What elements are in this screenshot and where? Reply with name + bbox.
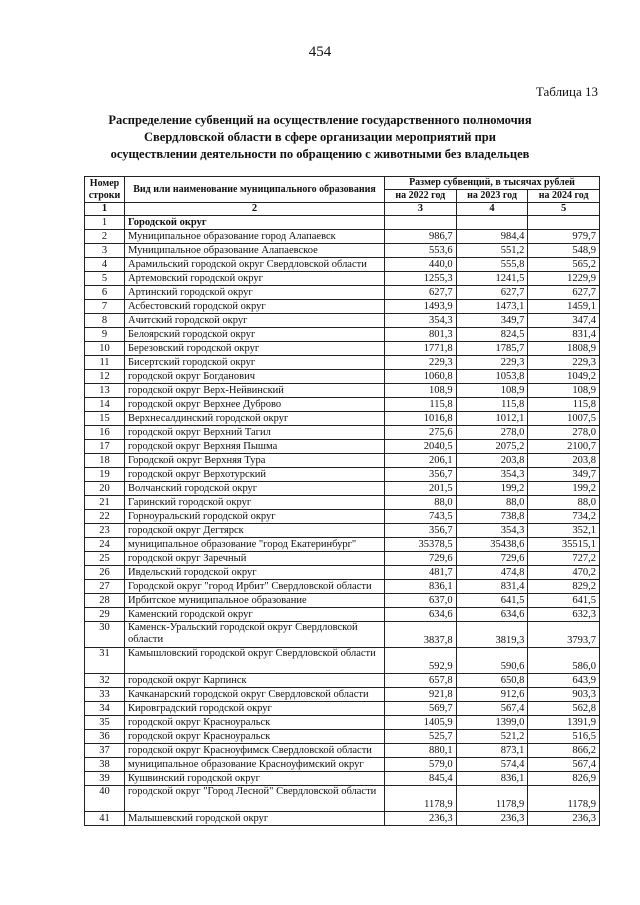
municipality-name-cell: Муниципальное образование город Алапаевск: [125, 230, 385, 244]
column-index: 1: [85, 203, 125, 216]
row-number-cell: 12: [85, 370, 125, 384]
municipality-name-cell: городской округ Красноуфимск Свердловской области: [125, 744, 385, 758]
municipality-name-cell: городской округ Верхнее Дуброво: [125, 398, 385, 412]
table-row: [85, 622, 600, 648]
value-2022-cell: 743,5: [385, 510, 457, 524]
row-number-cell: 16: [85, 426, 125, 440]
municipality-name-cell: городской округ "Город Лесной" Свердловской области: [125, 786, 385, 812]
row-number-cell: 15: [85, 412, 125, 426]
table-row: [85, 566, 600, 580]
value-2024-cell: 2100,7: [528, 440, 600, 454]
row-number-cell: 31: [85, 648, 125, 674]
row-number-cell: 10: [85, 342, 125, 356]
value-2022-cell: 729,6: [385, 552, 457, 566]
table-row: [85, 216, 600, 230]
table-row: [85, 258, 600, 272]
table-row: [85, 482, 600, 496]
table-row: [85, 244, 600, 258]
value-2022-cell: 1016,8: [385, 412, 457, 426]
municipality-name-cell: муниципальное образование Красноуфимский округ: [125, 758, 385, 772]
value-2023-cell: 88,0: [456, 496, 528, 510]
value-2024-cell: 35515,1: [528, 538, 600, 552]
value-2023-cell: 738,8: [456, 510, 528, 524]
municipality-name-cell: Ивдельский городской округ: [125, 566, 385, 580]
value-2024-cell: 632,3: [528, 608, 600, 622]
value-2022-cell: 3837,8: [385, 622, 457, 648]
value-2022-cell: 657,8: [385, 674, 457, 688]
value-2023-cell: 1178,9: [456, 786, 528, 812]
value-2023-cell: 2075,2: [456, 440, 528, 454]
value-2024-cell: 1391,9: [528, 716, 600, 730]
table-row: [85, 772, 600, 786]
document-title: Распределение субвенций на осуществление государственного полномочия Свердловской области в сфере организации мероприятий при осуществлении деятельности по обращению с животными без владельцев: [108, 113, 532, 161]
value-2024-cell: 3793,7: [528, 622, 600, 648]
value-2023-cell: 836,1: [456, 772, 528, 786]
value-2023-cell: 824,5: [456, 328, 528, 342]
value-2023-cell: 590,6: [456, 648, 528, 674]
value-2022-cell: 845,4: [385, 772, 457, 786]
table-row: [85, 580, 600, 594]
subsidy-table: [84, 176, 600, 826]
municipality-name-cell: Кушвинский городской округ: [125, 772, 385, 786]
municipality-name-cell: Березовский городской округ: [125, 342, 385, 356]
row-number-cell: 30: [85, 622, 125, 648]
header-year-2023: на 2023 год: [456, 190, 528, 203]
table-row: [85, 412, 600, 426]
value-2023-cell: 641,5: [456, 594, 528, 608]
value-2022-cell: 229,3: [385, 356, 457, 370]
value-2023-cell: [456, 216, 528, 230]
value-2024-cell: 548,9: [528, 244, 600, 258]
value-2024-cell: 567,4: [528, 758, 600, 772]
value-2023-cell: 229,3: [456, 356, 528, 370]
municipality-name-cell: Артемовский городской округ: [125, 272, 385, 286]
value-2022-cell: 525,7: [385, 730, 457, 744]
value-2023-cell: 1785,7: [456, 342, 528, 356]
value-2024-cell: 516,5: [528, 730, 600, 744]
municipality-name-cell: Малышевский городской округ: [125, 812, 385, 826]
table-row: [85, 524, 600, 538]
municipality-name-cell: Городской округ "город Ирбит" Свердловской области: [125, 580, 385, 594]
value-2022-cell: 1060,8: [385, 370, 457, 384]
value-2023-cell: 650,8: [456, 674, 528, 688]
municipality-name-cell: муниципальное образование "город Екатеринбург": [125, 538, 385, 552]
value-2024-cell: 349,7: [528, 468, 600, 482]
row-number-cell: 39: [85, 772, 125, 786]
value-2022-cell: 206,1: [385, 454, 457, 468]
municipality-name-cell: городской округ Карпинск: [125, 674, 385, 688]
table-row: [85, 454, 600, 468]
row-number-cell: 38: [85, 758, 125, 772]
value-2023-cell: 984,4: [456, 230, 528, 244]
value-2022-cell: 1771,8: [385, 342, 457, 356]
row-number-cell: 32: [85, 674, 125, 688]
row-number-cell: 8: [85, 314, 125, 328]
table-row: [85, 286, 600, 300]
value-2022-cell: 481,7: [385, 566, 457, 580]
row-number-cell: 22: [85, 510, 125, 524]
value-2023-cell: 1012,1: [456, 412, 528, 426]
value-2024-cell: 1808,9: [528, 342, 600, 356]
value-2024-cell: 829,2: [528, 580, 600, 594]
value-2024-cell: 643,9: [528, 674, 600, 688]
municipality-name-cell: городской округ Заречный: [125, 552, 385, 566]
value-2022-cell: 88,0: [385, 496, 457, 510]
table-row: [85, 398, 600, 412]
value-2024-cell: 470,2: [528, 566, 600, 580]
row-number-cell: 35: [85, 716, 125, 730]
value-2022-cell: 986,7: [385, 230, 457, 244]
header-year-2022: на 2022 год: [385, 190, 457, 203]
row-number-cell: 40: [85, 786, 125, 812]
table-row: [85, 510, 600, 524]
municipality-name-cell: Ирбитское муниципальное образование: [125, 594, 385, 608]
value-2024-cell: 236,3: [528, 812, 600, 826]
value-2023-cell: 873,1: [456, 744, 528, 758]
value-2022-cell: 356,7: [385, 524, 457, 538]
row-number-cell: 18: [85, 454, 125, 468]
row-number-cell: 36: [85, 730, 125, 744]
value-2022-cell: 201,5: [385, 482, 457, 496]
value-2024-cell: 627,7: [528, 286, 600, 300]
value-2024-cell: 831,4: [528, 328, 600, 342]
value-2024-cell: 108,9: [528, 384, 600, 398]
value-2023-cell: 354,3: [456, 468, 528, 482]
row-number-cell: 29: [85, 608, 125, 622]
table-row: [85, 426, 600, 440]
municipality-name-cell: Муниципальное образование Алапаевское: [125, 244, 385, 258]
value-2023-cell: 574,4: [456, 758, 528, 772]
value-2024-cell: 903,3: [528, 688, 600, 702]
row-number-cell: 9: [85, 328, 125, 342]
table-row: [85, 674, 600, 688]
municipality-name-cell: Городской округ Верхняя Тура: [125, 454, 385, 468]
value-2022-cell: 579,0: [385, 758, 457, 772]
municipality-name-cell: Горноуральский городской округ: [125, 510, 385, 524]
row-number-cell: 13: [85, 384, 125, 398]
value-2022-cell: 236,3: [385, 812, 457, 826]
value-2023-cell: 831,4: [456, 580, 528, 594]
value-2023-cell: 1399,0: [456, 716, 528, 730]
value-2024-cell: 1229,9: [528, 272, 600, 286]
municipality-name-cell: городской округ Верх-Нейвинский: [125, 384, 385, 398]
value-2024-cell: 199,2: [528, 482, 600, 496]
municipality-name-cell: Гаринский городской округ: [125, 496, 385, 510]
municipality-name-cell: городской округ Верхотурский: [125, 468, 385, 482]
table-row: [85, 812, 600, 826]
value-2024-cell: 866,2: [528, 744, 600, 758]
municipality-name-cell: Качканарский городской округ Свердловской области: [125, 688, 385, 702]
value-2024-cell: 347,4: [528, 314, 600, 328]
row-number-cell: 28: [85, 594, 125, 608]
table-row: [85, 594, 600, 608]
row-number-cell: 37: [85, 744, 125, 758]
table-row: [85, 744, 600, 758]
value-2024-cell: 1007,5: [528, 412, 600, 426]
row-number-cell: 21: [85, 496, 125, 510]
value-2023-cell: 627,7: [456, 286, 528, 300]
municipality-name-cell: Камышловский городской округ Свердловской области: [125, 648, 385, 674]
table-row: [85, 702, 600, 716]
row-number-cell: 1: [85, 216, 125, 230]
row-number-cell: 2: [85, 230, 125, 244]
value-2023-cell: 1053,8: [456, 370, 528, 384]
value-2022-cell: 275,6: [385, 426, 457, 440]
municipality-name-cell: городской округ Верхний Тагил: [125, 426, 385, 440]
table-row: [85, 786, 600, 812]
value-2022-cell: 2040,5: [385, 440, 457, 454]
column-index: 5: [528, 203, 600, 216]
value-2023-cell: 349,7: [456, 314, 528, 328]
row-number-cell: 25: [85, 552, 125, 566]
value-2024-cell: 586,0: [528, 648, 600, 674]
value-2024-cell: 203,8: [528, 454, 600, 468]
row-number-cell: 17: [85, 440, 125, 454]
table-row: [85, 468, 600, 482]
table-body: [85, 216, 600, 826]
table-label: Таблица 13: [535, 84, 598, 99]
value-2023-cell: 567,4: [456, 702, 528, 716]
value-2022-cell: 880,1: [385, 744, 457, 758]
value-2022-cell: 440,0: [385, 258, 457, 272]
value-2024-cell: [528, 216, 600, 230]
municipality-name-cell: Асбестовский городской округ: [125, 300, 385, 314]
row-number-cell: 5: [85, 272, 125, 286]
value-2023-cell: 551,2: [456, 244, 528, 258]
value-2024-cell: 1178,9: [528, 786, 600, 812]
table-row: [85, 648, 600, 674]
row-number-cell: 23: [85, 524, 125, 538]
value-2023-cell: 912,6: [456, 688, 528, 702]
value-2024-cell: 278,0: [528, 426, 600, 440]
value-2024-cell: 88,0: [528, 496, 600, 510]
table-row: [85, 356, 600, 370]
municipality-name-cell: Каменский городской округ: [125, 608, 385, 622]
table-row: [85, 272, 600, 286]
municipality-name-cell: Артинский городской округ: [125, 286, 385, 300]
value-2023-cell: 199,2: [456, 482, 528, 496]
row-number-cell: 41: [85, 812, 125, 826]
value-2024-cell: 229,3: [528, 356, 600, 370]
row-number-cell: 19: [85, 468, 125, 482]
column-index: 2: [125, 203, 385, 216]
value-2024-cell: 565,2: [528, 258, 600, 272]
municipality-name-cell: Каменск-Уральский городской округ Свердловской области: [125, 622, 385, 648]
row-number-cell: 33: [85, 688, 125, 702]
value-2022-cell: 836,1: [385, 580, 457, 594]
municipality-name-cell: городской округ Верхняя Пышма: [125, 440, 385, 454]
table-row: [85, 440, 600, 454]
table-row: [85, 384, 600, 398]
municipality-name-cell: городской округ Красноуральск: [125, 716, 385, 730]
row-number-cell: 26: [85, 566, 125, 580]
value-2024-cell: 727,2: [528, 552, 600, 566]
header-year-2024: на 2024 год: [528, 190, 600, 203]
header-subsidy-group: Размер субвенций, в тысячах рублей: [385, 177, 600, 190]
municipality-name-cell: Белоярский городской округ: [125, 328, 385, 342]
value-2022-cell: [385, 216, 457, 230]
municipality-name-cell: Арамильский городской округ Свердловской области: [125, 258, 385, 272]
value-2023-cell: 108,9: [456, 384, 528, 398]
value-2022-cell: 921,8: [385, 688, 457, 702]
value-2022-cell: 634,6: [385, 608, 457, 622]
table-row: [85, 608, 600, 622]
value-2022-cell: 35378,5: [385, 538, 457, 552]
municipality-name-cell: Верхнесалдинский городской округ: [125, 412, 385, 426]
municipality-name-cell: Бисертский городской округ: [125, 356, 385, 370]
municipality-name-cell: городской округ Дегтярск: [125, 524, 385, 538]
value-2022-cell: 1405,9: [385, 716, 457, 730]
municipality-name-cell: Волчанский городской округ: [125, 482, 385, 496]
value-2022-cell: 553,6: [385, 244, 457, 258]
value-2022-cell: 115,8: [385, 398, 457, 412]
value-2023-cell: 203,8: [456, 454, 528, 468]
value-2022-cell: 356,7: [385, 468, 457, 482]
header-row-number: Номер строки: [85, 177, 125, 203]
value-2023-cell: 236,3: [456, 812, 528, 826]
value-2024-cell: 562,8: [528, 702, 600, 716]
value-2023-cell: 278,0: [456, 426, 528, 440]
value-2022-cell: 569,7: [385, 702, 457, 716]
row-number-cell: 34: [85, 702, 125, 716]
table-row: [85, 496, 600, 510]
table-row: [85, 688, 600, 702]
value-2022-cell: 592,9: [385, 648, 457, 674]
value-2024-cell: 352,1: [528, 524, 600, 538]
row-number-cell: 24: [85, 538, 125, 552]
value-2024-cell: 115,8: [528, 398, 600, 412]
municipality-name-cell: Ачитский городской округ: [125, 314, 385, 328]
value-2022-cell: 108,9: [385, 384, 457, 398]
value-2022-cell: 801,3: [385, 328, 457, 342]
column-index-row: [85, 203, 600, 216]
value-2022-cell: 1255,3: [385, 272, 457, 286]
column-index: 3: [385, 203, 457, 216]
value-2023-cell: 634,6: [456, 608, 528, 622]
value-2022-cell: 1493,9: [385, 300, 457, 314]
row-number-cell: 3: [85, 244, 125, 258]
value-2023-cell: 555,8: [456, 258, 528, 272]
row-number-cell: 14: [85, 398, 125, 412]
table-row: [85, 552, 600, 566]
value-2022-cell: 1178,9: [385, 786, 457, 812]
row-number-cell: 20: [85, 482, 125, 496]
municipality-name-cell: Городской округ: [125, 216, 385, 230]
value-2022-cell: 637,0: [385, 594, 457, 608]
row-number-cell: 27: [85, 580, 125, 594]
value-2023-cell: 1241,5: [456, 272, 528, 286]
table-row: [85, 314, 600, 328]
header-municipality: Вид или наименование муниципального образования: [125, 177, 385, 203]
value-2024-cell: 826,9: [528, 772, 600, 786]
value-2023-cell: 354,3: [456, 524, 528, 538]
value-2023-cell: 474,8: [456, 566, 528, 580]
value-2024-cell: 641,5: [528, 594, 600, 608]
row-number-cell: 4: [85, 258, 125, 272]
value-2022-cell: 627,7: [385, 286, 457, 300]
table-row: [85, 300, 600, 314]
municipality-name-cell: городской округ Богданович: [125, 370, 385, 384]
table-row: [85, 716, 600, 730]
value-2023-cell: 35438,6: [456, 538, 528, 552]
value-2024-cell: 734,2: [528, 510, 600, 524]
value-2022-cell: 354,3: [385, 314, 457, 328]
column-index: 4: [456, 203, 528, 216]
value-2024-cell: 1049,2: [528, 370, 600, 384]
row-number-cell: 6: [85, 286, 125, 300]
table-row: [85, 758, 600, 772]
value-2024-cell: 979,7: [528, 230, 600, 244]
table-row: [85, 730, 600, 744]
municipality-name-cell: городской округ Красноуральск: [125, 730, 385, 744]
table-row: [85, 538, 600, 552]
row-number-cell: 7: [85, 300, 125, 314]
table-row: [85, 370, 600, 384]
table-row: [85, 230, 600, 244]
page-number: 454: [308, 44, 332, 60]
value-2024-cell: 1459,1: [528, 300, 600, 314]
value-2023-cell: 729,6: [456, 552, 528, 566]
value-2023-cell: 1473,1: [456, 300, 528, 314]
municipality-name-cell: Кировградский городской округ: [125, 702, 385, 716]
row-number-cell: 11: [85, 356, 125, 370]
value-2023-cell: 3819,3: [456, 622, 528, 648]
value-2023-cell: 115,8: [456, 398, 528, 412]
value-2023-cell: 521,2: [456, 730, 528, 744]
table-row: [85, 328, 600, 342]
table-row: [85, 342, 600, 356]
